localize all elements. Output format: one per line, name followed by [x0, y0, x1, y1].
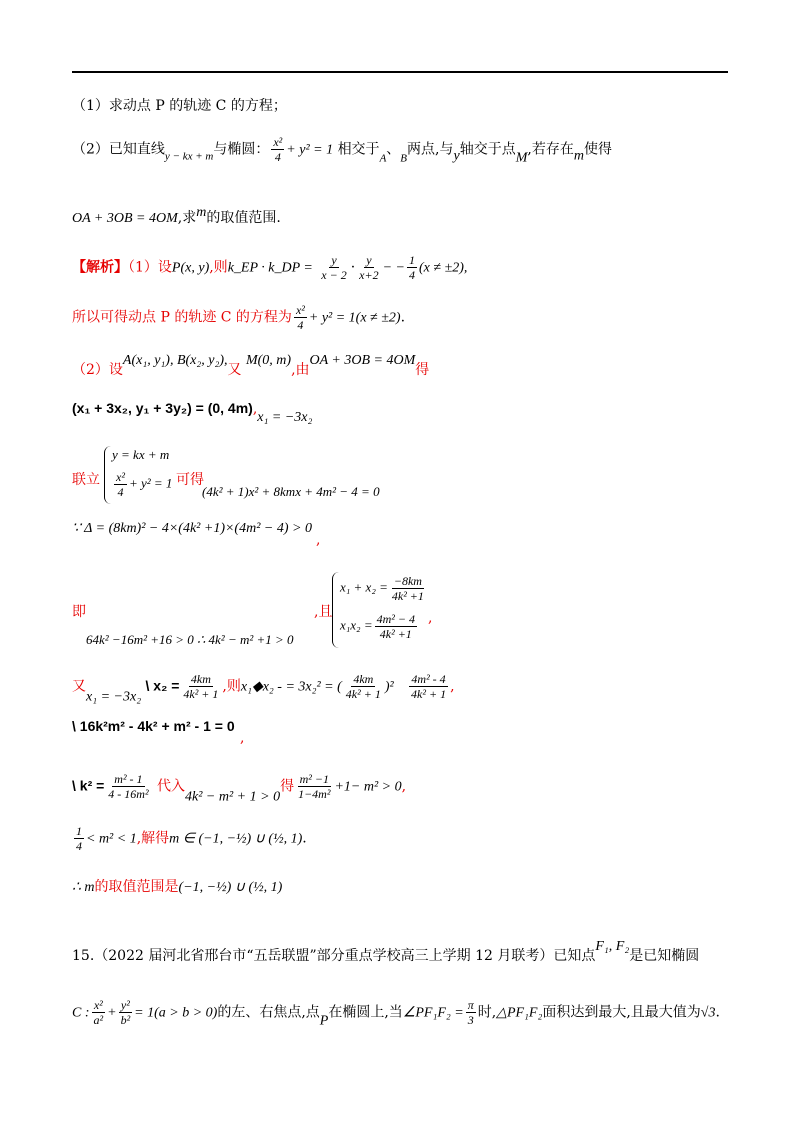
system-1-line-1: y = kx + m — [112, 447, 170, 462]
delta-line: ∵ Δ = (8km)² − 4×(4k² +1)×(4m² − 4) > 0 — [72, 521, 312, 536]
system-1-line-2: $\frac{\text{x²}}{4}$ + y² = 1 — [116, 470, 173, 499]
system-2-label: 即 — [72, 604, 86, 620]
question-2: （2）已知直线$_{y - kx + m}$与椭圆： $\frac{\text{x²}}{4}$ + y² = 1 相交于$_A$、$_B$两点,与y轴交于点M,若存在m使得 — [72, 135, 612, 166]
system-1-label: 联立 — [72, 472, 100, 488]
question-1: （1）求动点 P 的轨迹 C 的方程； — [72, 98, 287, 114]
header-rule — [72, 71, 728, 73]
problem-15-statement: C : $\frac{\text{x²}}{\text{a²}}$ + $\frac{\text{y²}}{\text{b²}}$ = 1(a > b > 0)的左、右焦点,点P在椭圆上,当∠PF₁F₂ = $\frac{\pi}{3}$ 时,△PF₁F₂面积达到最大,且最大值为√3. — [72, 998, 720, 1029]
system-2-and: ,且 — [314, 604, 333, 620]
conclusion-line: ∴ m的取值范围是(−1, −½) ∪ (½, 1) — [72, 879, 283, 895]
system-2-inequality: 64k² −16m² +16 > 0 ∴ 4k² − m² +1 > 0 — [86, 632, 294, 647]
system-2-product: x₁x₂ = $\frac{\text{4m² − 4}}{\text{4k² +1}}$ — [340, 612, 415, 641]
equation-line: \ 16k²m² - 4k² + m² - 1 = 0 — [72, 718, 235, 734]
question-2-condition: OA + 3OB = 4OM,求m的取值范围. — [72, 205, 281, 226]
m-range-line: $\frac{1}{4}$ < m² < 1,解得m ∈ (−1, −½) ∪ (½, 1). — [76, 824, 307, 853]
equation-comma: , — [240, 730, 245, 746]
substitution-line: 又x₁ = −3x₂ \ x₂ = $\frac{4km}{\text{4k² + 1}}$ ,则x₁◆x₂ - = 3x₂² = ( $\frac{4km}{\text{4k² + 1}}$ )² $\frac{\text{4m² - 4}}{\text{4k² + 1}}$ , — [72, 672, 455, 705]
solution-1-result: 所以可得动点 P 的轨迹 C 的方程为 $\frac{\text{x²}}{4}$ + y² = 1(x ≠ ±2). — [72, 303, 406, 332]
solution-1: 【解析】（1）设P(x, y),则k_EP · k_DP = $\frac{y}{x - 2}$ · $\frac{y}{x+2}$ − − $\frac{1}{4}$ (x ≠ ±2), — [72, 253, 468, 282]
system-2-sum: x₁ + x₂ = $\frac{-8km}{\text{4k² +1}}$ — [340, 574, 424, 603]
system-1-result: (4k² + 1)x² + 8kmx + 4m² − 4 = 0 — [202, 484, 380, 499]
system-2-comma: , — [428, 610, 433, 626]
system-1-then: 可得 — [176, 472, 204, 488]
k-squared-line: \ k² = $\frac{\text{m² - 1}}{\text{4 - 16m²}}$ 代入4k² − m² + 1 > 0得 $\frac{\text{m² −1}}{\text{1−4m²}}$ +1− m² > 0, — [72, 772, 407, 805]
problem-15: 15.（2022 届河北省邢台市“五岳联盟”部分重点学校高三上学期 12 月联考）已知点F₁, F₂是已知椭圆 — [72, 939, 700, 964]
delta-comma: , — [316, 532, 321, 548]
system-2-brace — [332, 572, 339, 648]
system-1-brace — [104, 446, 111, 504]
solution-2-vector-eq: (x₁ + 3x₂, y₁ + 3y₂) = (0, 4m),x₁ = −3x₂ — [72, 400, 313, 425]
solution-2: （2）设A(x₁, y₁), B(x₂, y₂),又 M(0, m),由OA + 3OB = 4OM得 — [72, 353, 430, 378]
